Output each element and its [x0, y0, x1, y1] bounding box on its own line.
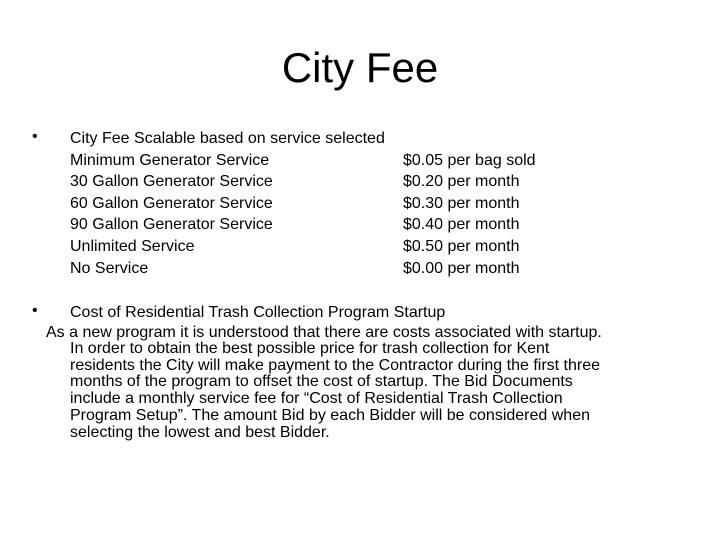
fee-row — [70, 193, 630, 215]
fee-row — [70, 150, 630, 172]
service-name: Unlimited Service — [70, 237, 195, 255]
paragraph-line: months of the program to offset the cost of startup. The Bid Documents — [70, 373, 573, 391]
service-price: $0.50 per month — [403, 237, 520, 255]
service-price: $0.20 per month — [403, 173, 520, 191]
fee-list — [70, 128, 630, 279]
paragraph-line: Program Setup”. The amount Bid by each Bidder will be considered when — [70, 406, 590, 424]
fee-section-heading: City Fee Scalable based on service selected — [70, 130, 385, 147]
slide-title: City Fee — [281, 44, 439, 91]
service-price: $0.40 per month — [403, 216, 520, 234]
bullet-marker: • — [32, 302, 38, 319]
fee-row — [70, 171, 630, 193]
service-name: Minimum Generator Service — [70, 151, 270, 169]
service-name: 60 Gallon Generator Service — [70, 194, 273, 212]
paragraph-line: selecting the lowest and best Bidder. — [70, 423, 330, 441]
fee-row — [70, 258, 630, 280]
bullet-marker: • — [32, 128, 38, 145]
service-price: $0.30 per month — [403, 194, 520, 212]
startup-paragraph — [70, 341, 680, 441]
service-price: $0.00 per month — [403, 259, 520, 277]
paragraph-line: include a monthly service fee for “Cost of Residential Trash Collection — [70, 390, 563, 408]
startup-section-heading: Cost of Residential Trash Collection Program Startup — [70, 304, 446, 321]
fee-heading-row — [70, 128, 630, 150]
fee-row — [70, 236, 630, 258]
service-name: No Service — [70, 259, 149, 277]
service-price: $0.05 per bag sold — [403, 151, 536, 169]
fee-row — [70, 214, 630, 236]
paragraph-line: residents the City will make payment to the Contractor during the first three — [70, 356, 601, 374]
service-name: 30 Gallon Generator Service — [70, 173, 273, 191]
service-name: 90 Gallon Generator Service — [70, 216, 273, 234]
startup-first-line: As a new program it is understood that there are costs associated with startup. — [46, 324, 602, 341]
paragraph-line: In order to obtain the best possible price for trash collection for Kent — [70, 340, 550, 357]
